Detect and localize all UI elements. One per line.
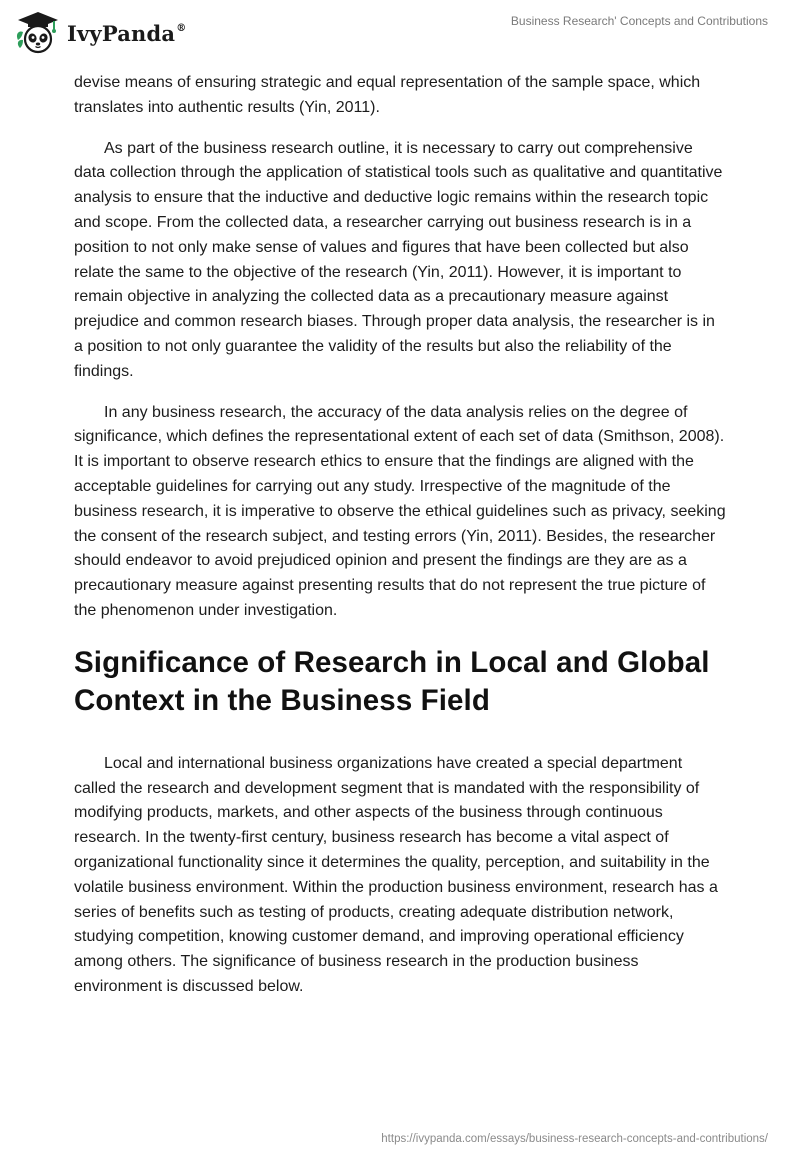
brand-name: IvyPanda® xyxy=(67,20,187,46)
section-heading: Significance of Research in Local and Global Context in the Business Field xyxy=(74,645,710,717)
article-body xyxy=(74,71,726,1000)
document-title: Business Research' Concepts and Contributions xyxy=(510,14,768,28)
paragraph-data-collection: As part of the business research outline, it is necessary to carry out comprehensive data collection through the application of statistical tools such as qualitative and quantitative analysis to ensure that the inductive and deductive logic remains within the research topic and scope. From the collected data, a researcher carrying out business research is in a position to not only make sense of values and figures that have been collected but also relate the same to the objective of the research (Yin, 2011). However, it is important to remain objective in analyzing the collected data as a precautionary measure against prejudice and common research biases. Through proper data analysis, the researcher is in a position to not only guarantee the validity of the results but also the reliability of the findings. xyxy=(74,139,723,380)
source-url[interactable]: https://ivypanda.com/essays/business-research-concepts-and-contributions/ xyxy=(381,1133,768,1145)
paragraph-continued: devise means of ensuring strategic and equal representation of the sample space, which translates into authentic results (Yin, 2011). xyxy=(74,74,701,116)
page-header xyxy=(0,0,800,70)
ivypanda-logo[interactable] xyxy=(15,10,186,54)
panda-graduation-cap-icon xyxy=(15,10,61,54)
paragraph-significance: Local and international business organizations have created a special department called the research and development segment that is mandated with the responsibility of modifying products, markets, and other aspects of the business through continuous research. In the twenty-first century, business research has become a vital aspect of organizational functionality since it determines the quality, perception, and suitability in the volatile business environment. Within the production business environment, research has a series of benefits such as testing of products, creating adequate distribution network, studying competition, knowing customer demand, and improving operational efficiency among others. The significance of business research in the production business environment is discussed below. xyxy=(74,754,718,995)
paragraph-data-analysis-accuracy: In any business research, the accuracy of the data analysis relies on the degree of significance, which defines the representational extent of each set of data (Smithson, 2008). It is important to observe research ethics to ensure that the findings are aligned with the acceptable guidelines for carrying out any study. Irrespective of the magnitude of the business research, it is imperative to observe the ethical guidelines such as privacy, seeking the consent of the research subject, and testing errors (Yin, 2011). Besides, the researcher should endeavor to avoid prejudiced opinion and present the findings are they are as a precautionary measure against presenting results that do not represent the true picture of the phenomenon under investigation. xyxy=(74,403,726,619)
